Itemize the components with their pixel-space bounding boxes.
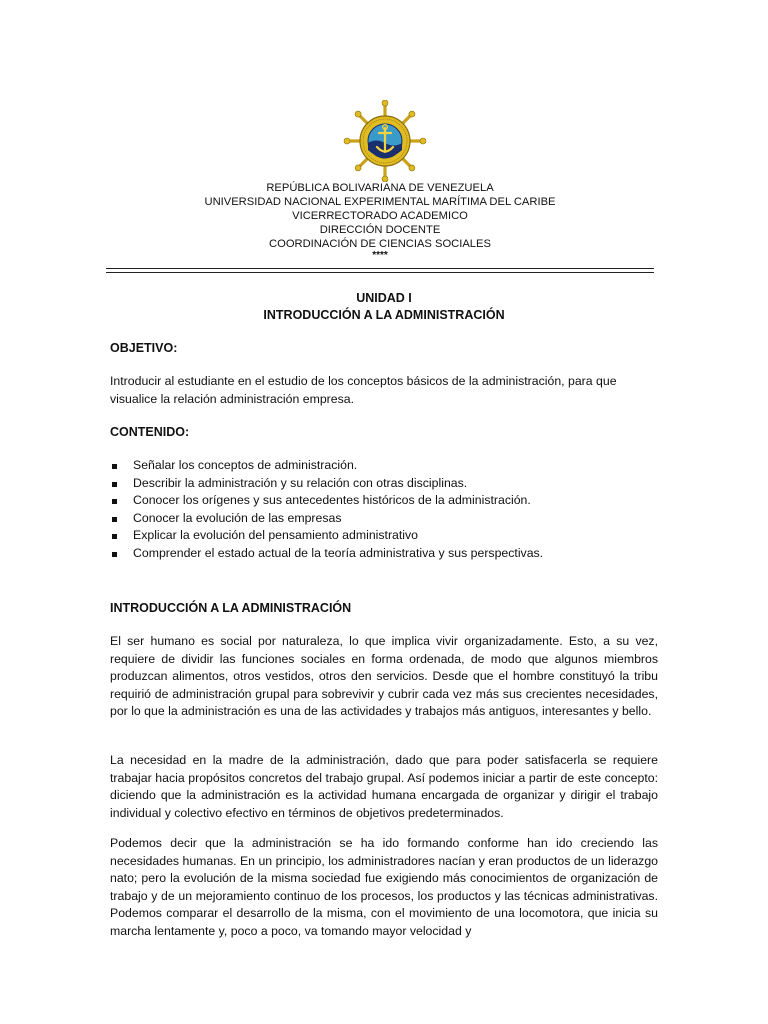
list-item: Conocer los orígenes y sus antecedentes históricos de la administración. (110, 492, 658, 510)
bullet-icon (112, 552, 117, 557)
introduction-paragraph-3: Podemos decir que la administración se ha ido formando conforme han ido creciendo las necesidades humanas. En un principio, los administradores nacían y eran productos de un liderazgo nato; pero la evolución de la misma sociedad fue exigiendo más conocimientos de organización de trabajo y de un mejoramiento continuo de los procesos, los productos y las técnicas administrativas. Podemos comparar el desarrollo de la misma, con el movimiento de una locomotora, que inicia su marcha lentamente y, poco a poco, va tomando mayor velocidad y (110, 836, 658, 938)
bullet-icon (112, 517, 117, 522)
bullet-icon (112, 482, 117, 487)
header-divider-bottom (106, 272, 654, 273)
header-line-direccion: DIRECCIÓN DOCENTE (319, 224, 441, 236)
bullet-icon (112, 534, 117, 539)
institution-header (100, 181, 660, 260)
bullet-icon (112, 464, 117, 469)
objective-text: Introducir al estudiante en el estudio de los conceptos básicos de la administración, para que visualice la relación administración empresa. (110, 374, 617, 406)
contents-heading: CONTENIDO: (110, 425, 190, 439)
introduction-heading: INTRODUCCIÓN A LA ADMINISTRACIÓN (110, 601, 352, 615)
header-line-university: UNIVERSIDAD NACIONAL EXPERIMENTAL MARÍTIMA DEL CARIBE (204, 196, 556, 208)
introduction-paragraph-1: El ser humano es social por naturaleza, lo que implica vivir organizadamente. Esto, a su vez, requiere de dividir las funciones sociales en forma ordenada, de modo que algunos miembros produzcan alimentos, otros vestidos, otros den servicios. Desde que el hombre constituyó la tribu requirió de administración grupal para sobrevivir y cubrir cada vez más sus crecientes necesidades, por lo que la administración es una de las actividades y trabajos más antiguos, interesantes y bello. (110, 634, 658, 718)
list-item: Comprender el estado actual de la teoría administrativa y sus perspectivas. (110, 545, 658, 563)
unit-title-block (100, 290, 668, 324)
contents-list (110, 457, 658, 563)
list-item: Explicar la evolución del pensamiento administrativo (110, 527, 658, 545)
header-line-vicerrectorado: VICERRECTORADO ACADEMICO (292, 210, 468, 222)
header-line-country: REPÚBLICA BOLIVARIANA DE VENEZUELA (266, 182, 494, 194)
unit-subtitle: INTRODUCCIÓN A LA ADMINISTRACIÓN (263, 308, 505, 322)
list-item: Describir la administración y su relación con otras disciplinas. (110, 475, 658, 493)
bullet-icon (112, 499, 117, 504)
unit-title: UNIDAD I (356, 291, 412, 305)
header-line-coordinacion: COORDINACIÓN DE CIENCIAS SOCIALES (269, 238, 491, 250)
header-stars: **** (372, 250, 388, 261)
objective-heading: OBJETIVO: (110, 341, 178, 355)
introduction-paragraph-2: La necesidad en la madre de la administración, dado que para poder satisfacerla se requiere trabajar hacia propósitos concretos del trabajo grupal. Así podemos iniciar a partir de este concepto: diciendo que la administración es la actividad humana encargada de organizar y dirigir el trabajo individual y colectivo efectivo en términos de objetivos predeterminados. (110, 753, 658, 820)
header-divider-top (106, 268, 654, 269)
list-item: Conocer la evolución de las empresas (110, 510, 658, 528)
university-emblem-icon (343, 100, 427, 182)
list-item: Señalar los conceptos de administración. (110, 457, 658, 475)
